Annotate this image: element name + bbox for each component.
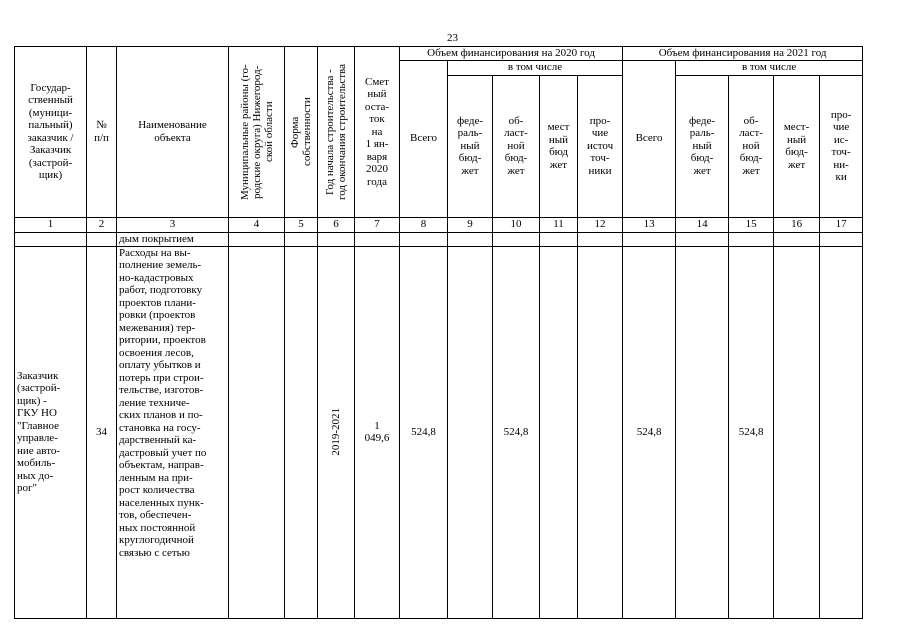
row-construction-years: 2019-2021 [330,408,342,456]
column-number: 7 [355,217,400,232]
column-number: 14 [676,217,729,232]
column-number: 12 [578,217,623,232]
header-estimated-balance: Смет ный оста- ток на 1 ян- варя 2020 года [355,47,400,218]
header-other-2021: про- чие ис- точ- ни- ки [820,75,863,217]
row-local-2020 [540,246,578,618]
column-number: 4 [229,217,285,232]
column-number: 3 [117,217,229,232]
row-number: 34 [87,246,117,618]
column-number: 13 [623,217,676,232]
header-total-2021: Всего [623,60,676,217]
header-total-2020: Всего [400,60,448,217]
header-including-2021: в том числе [676,60,863,75]
column-number: 11 [540,217,578,232]
financing-table [14,46,863,619]
row-local-2021 [774,246,820,618]
column-number: 5 [285,217,318,232]
row-construction-years-cell [318,246,355,618]
column-number: 16 [774,217,820,232]
row-regional-2020: 524,8 [493,246,540,618]
row-total-2021: 524,8 [623,246,676,618]
row-districts [229,246,285,618]
column-number: 17 [820,217,863,232]
header-construction-years [318,47,355,218]
header-row-1 [15,47,863,61]
header-regional-2021: об- ласт- ной бюд- жет [729,75,774,217]
row-ownership [285,246,318,618]
page-number: 23 [447,32,458,44]
column-number: 2 [87,217,117,232]
header-ownership-text: Форма собственности [289,97,313,167]
row-customer: Заказчик (застрой- щик) - ГКУ НО "Главное управле- ние авто- мобиль- ных до- рог" [15,246,87,618]
header-local-2020: мест ный бюд жет [540,75,578,217]
column-number: 1 [15,217,87,232]
row-total-2020: 524,8 [400,246,448,618]
continuation-row [15,232,863,246]
row-estimated-balance: 1 049,6 [355,246,400,618]
column-number: 6 [318,217,355,232]
header-construction-years-text: Год начала строительства - год окончания строительства [324,63,348,200]
row-other-2020 [578,246,623,618]
header-local-2021: мест- ный бюд- жет [774,75,820,217]
column-number: 10 [493,217,540,232]
row-other-2021 [820,246,863,618]
header-federal-2021: феде- раль- ный бюд- жет [676,75,729,217]
row-object-name: Расходы на вы- полнение земель- но-кадастровых работ, подготовку проектов плани- ровки (проектов межевания) тер- ритории, проектов освоения лесов, оплату убытков и потерь при строи- тельстве, изготов- ление техниче- ских планов и по- становка на госу- дарственный ка- дастровый учет по объектам, направ- ленным на при- рост количества населенных пунк- тов, обеспечен- ных постоянной круглогодичной связью с сетью [117,246,229,618]
header-fin-2021: Объем финансирования на 2021 год [623,47,863,61]
header-regional-2020: об- ласт- ной бюд- жет [493,75,540,217]
row-regional-2021: 524,8 [729,246,774,618]
continuation-object-name: дым покрытием [117,232,229,246]
table-row [15,246,863,618]
column-number: 8 [400,217,448,232]
header-fin-2020: Объем финансирования на 2020 год [400,47,623,61]
header-districts-text: Муниципальные районы (го- родские округа) Нижегород- ской области [238,63,275,200]
header-customer: Государ- ственный (муници- пальный) заказчик / Заказчик (застрой- щик) [15,47,87,218]
header-number: № п/п [87,47,117,218]
header-federal-2020: феде- раль- ный бюд- жет [448,75,493,217]
column-numbers-row [15,217,863,232]
header-districts [229,47,285,218]
column-number: 9 [448,217,493,232]
row-federal-2021 [676,246,729,618]
header-object-name: Наименование объекта [117,47,229,218]
header-other-2020: про- чие источ точ- ники [578,75,623,217]
row-federal-2020 [448,246,493,618]
header-ownership [285,47,318,218]
column-number: 15 [729,217,774,232]
header-including-2020: в том числе [448,60,623,75]
